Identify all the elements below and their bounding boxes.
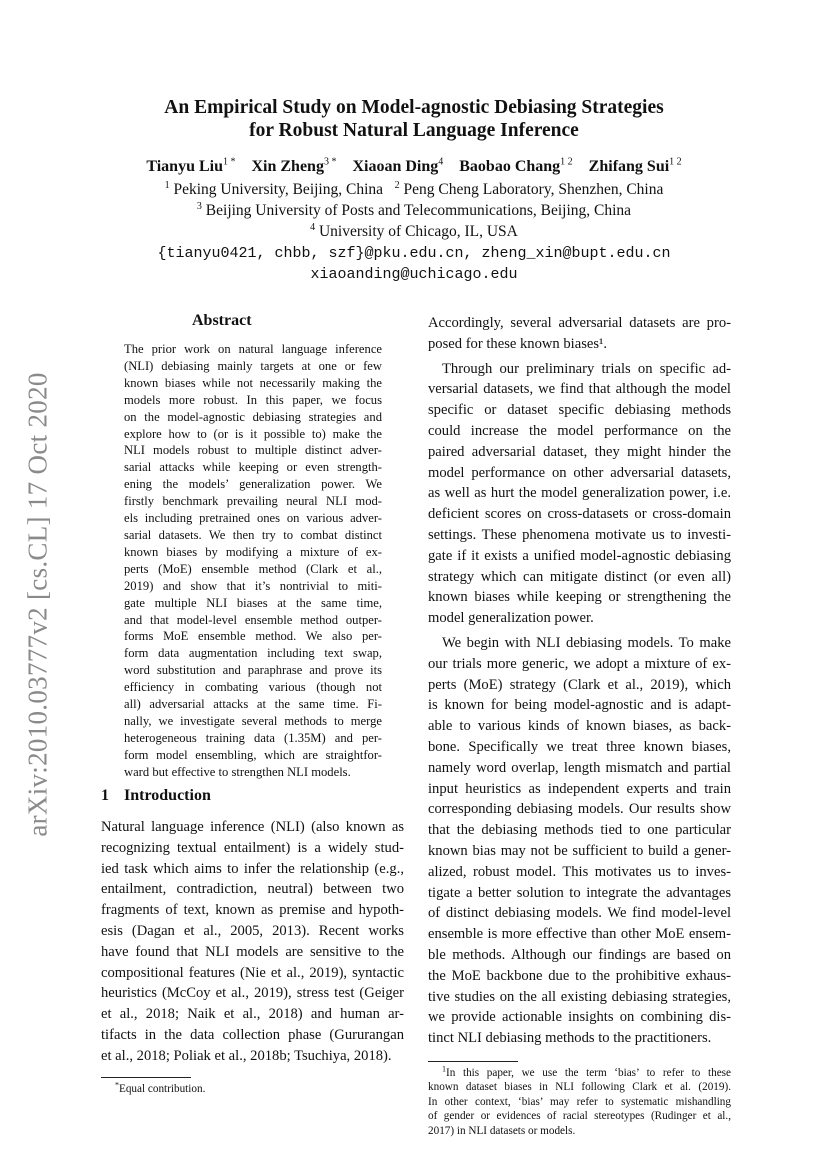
text-line: of distinct debiasing models. We find model-level [428, 905, 731, 922]
email-line[interactable]: xiaoanding@uchicago.edu [310, 266, 518, 283]
text-line: perts (MoE) ensemble method (Clark et al., [124, 561, 382, 576]
section-heading [101, 787, 211, 805]
author-sup: 1 * [222, 156, 236, 168]
text-line: tigate a better solution to integrate the advantages [428, 884, 731, 901]
affiliation-text: Peking University, Beijing, China [173, 181, 384, 198]
text-line: NLI models robust to multiple distinct adver- [124, 443, 382, 458]
text-line: entailment, contradiction, neutral) between two [101, 881, 404, 898]
text-line: forms MoE ensemble method. We also per- [124, 629, 382, 644]
text-line: strategy which can mitigate distinct (or even all) [428, 568, 731, 585]
text-line: Accordingly, several adversarial datasets are pro- [428, 315, 731, 331]
text-line: corresponding debiasing models. Our results show [428, 801, 731, 818]
text-line: (NLI) debiasing mainly targets at one or few [124, 358, 382, 373]
text-line: alized, robust model. This motivates us to inves- [428, 863, 731, 880]
text-line: versarial datasets, we find that although the model [428, 381, 731, 398]
affiliation-text: Beijing University of Posts and Telecommunications, Beijing, China [205, 202, 632, 219]
text-line: input heuristics as independent experts and train [428, 780, 731, 797]
text-line: we provide actionable insights on combining dis- [428, 1009, 731, 1026]
text-line: known biases by modifying a mixture of ex- [124, 544, 382, 559]
text-line: 2019) and show that it’s nontrivial to miti- [124, 578, 382, 593]
text-line: posed for these known biases¹. [428, 335, 608, 352]
left-column [101, 817, 404, 1096]
author-sup: 1 2 [669, 156, 682, 168]
text-line: sarial attacks while keeping or even strength- [124, 460, 382, 475]
arxiv-stamp [22, 363, 54, 846]
text-line: nally, we investigate several methods to merge [124, 713, 382, 728]
text-line: form model ensembling, which are straightfor- [124, 747, 382, 762]
text-line: Natural language inference (NLI) (also known as [101, 819, 404, 835]
text-line: gate if it exists a unified model-agnostic debiasing [428, 547, 731, 564]
text-line: tifacts in the data collection phase (Gururangan [101, 1026, 404, 1043]
affiliation-line [100, 179, 728, 200]
text-line: model performance on other adversarial datasets, [428, 464, 731, 481]
text-line: form data augmentation including text swap, [124, 646, 382, 661]
text-line: We begin with NLI debiasing models. To make [442, 634, 731, 651]
text-line: known biases while keeping or strengthening the [428, 589, 731, 606]
text-line: perts (MoE) strategy (Clark et al., 2019), which [428, 676, 731, 693]
text-line: fragments of text, known as premise and hypoth- [101, 902, 404, 919]
arxiv-stamp-text: arXiv:2010.03777v2 [cs.CL] 17 Oct 2020 [22, 372, 53, 837]
text-line: specific or dataset specific debiasing methods [428, 402, 731, 419]
text-line: settings. These phenomena motivate us to investi- [428, 526, 731, 543]
author-sup: 3 * [323, 156, 337, 168]
text-line: firstly benchmark prevailing neural NLI mod- [124, 494, 382, 509]
affiliation-sup: 4 [310, 221, 316, 233]
author-list [100, 158, 728, 176]
affiliation-text: University of Chicago, IL, USA [318, 223, 518, 240]
text-line: on the model-agnostic debiasing strategies and [124, 409, 382, 424]
text-line: et al., 2018; Naik et al., 2018) and human ar- [101, 1006, 404, 1023]
paragraph [428, 313, 731, 355]
paragraph [428, 359, 731, 629]
text-line: heterogeneous training data (1.35M) and per- [124, 730, 382, 745]
text-line: sarial datasets. We then try to combat distinct [124, 527, 382, 542]
title-line-1: An Empirical Study on Model-agnostic Debiasing Strategies [164, 97, 664, 118]
footnote-line: In other context, ‘bias’ may refer to systematic mishandling [428, 1095, 731, 1108]
text-line: tinct NLI debiasing methods to the practitioners. [428, 1030, 712, 1047]
author: Zhifang Sui [588, 158, 670, 175]
text-line: that the debiasing methods tied to one particular [428, 822, 731, 839]
footnote-text: Equal contribution. [119, 1082, 206, 1095]
text-line: and that model-level ensemble method outper- [124, 612, 382, 627]
text-line: known bias may not be sufficient to build a gener- [428, 842, 731, 859]
text-line: The prior work on natural language inference [124, 342, 382, 356]
text-line: could increase the model performance on the [428, 422, 731, 439]
affiliations [100, 179, 728, 285]
text-line: have found that NLI models are sensitive to the [101, 943, 404, 960]
text-line: model generalization power. [428, 610, 594, 627]
text-line: all) adversarial attacks at the same time. Fi- [124, 697, 382, 712]
text-line: our trials more generic, we adopt a mixture of ex- [428, 655, 731, 672]
intro-paragraph [101, 817, 404, 1067]
section-title: Introduction [124, 787, 211, 804]
text-line: is known for being model-agnostic and is adapt- [428, 697, 731, 714]
affiliation-sup: 1 [164, 179, 170, 191]
affiliation-sup: 2 [394, 179, 400, 191]
footnote-line: of gender or evidences of racial stereotypes (Rudinger et al., [428, 1110, 731, 1123]
text-line: namely word overlap, length mismatch and partial [428, 759, 731, 776]
text-line: et al., 2018; Poliak et al., 2018b; Tsuchiya, 2018). [101, 1047, 392, 1064]
paragraph [428, 633, 731, 1049]
footnote-rule [101, 1077, 191, 1078]
section-number: 1 [101, 787, 109, 804]
text-line: explore how to (or is it possible to) make the [124, 426, 382, 441]
text-line: models more robust. In this paper, we focus [124, 392, 382, 407]
author-sup: 1 2 [560, 156, 573, 168]
author: Baobao Chang [459, 158, 561, 175]
text-line: the MoE backbone due to the prohibitive exhaus- [428, 967, 731, 984]
text-line: able to various kinds of known biases, as back- [428, 718, 731, 735]
text-line: Through our preliminary trials on specific ad- [442, 360, 731, 377]
paper-title [100, 96, 728, 142]
text-line: recognizing textual entailment) is a widely stud- [101, 839, 404, 856]
affiliation-text: Peng Cheng Laboratory, Shenzhen, China [403, 181, 664, 198]
text-line: esis (Dagan et al., 2005, 2013). Recent works [101, 922, 404, 939]
author: Tianyu Liu [146, 158, 223, 175]
footnote-mark: 1 [442, 1064, 446, 1074]
abstract-body [124, 341, 382, 781]
text-line: ensemble is more effective than other MoE ensem- [428, 926, 731, 943]
author: Xin Zheng [251, 158, 324, 175]
footnote-line: 2017) in NLI datasets or models. [428, 1124, 576, 1137]
author-sup: 4 [438, 156, 444, 168]
right-column [428, 313, 731, 1138]
affiliation-line [100, 200, 728, 221]
affiliation-line [100, 221, 728, 242]
footnote-line: known dataset biases in NLI following Clark et al. (2019). [428, 1081, 731, 1094]
text-line: ward but effective to strengthen NLI models. [124, 764, 351, 779]
text-line: known biases while not necessarily making the [124, 375, 382, 390]
email-line[interactable]: {tianyu0421, chbb, szf}@pku.edu.cn, zheng_xin@bupt.edu.cn [157, 245, 671, 262]
text-line: ied task which aims to infer the relationship (e.g., [101, 860, 404, 877]
text-line: efficiency in combating various (though not [124, 680, 382, 695]
footnote-mark: * [115, 1079, 119, 1089]
text-line: paired adversarial dataset, they might hinder the [428, 443, 731, 460]
title-line-2: for Robust Natural Language Inference [249, 120, 579, 141]
text-line: word substitution and paraphrase and prove its [124, 663, 382, 678]
footnote-line: $^1$In this paper, we use the term ‘bias’ to refer to these [442, 1064, 731, 1079]
text-line: ening the models’ generalization power. We [124, 477, 382, 492]
abstract-heading: Abstract [192, 312, 252, 329]
text-line: deficient scores on cross-datasets or cross-domain [428, 506, 731, 523]
text-line: as well as hurt the model generalization power, i.e. [428, 485, 731, 502]
footnote [101, 1079, 404, 1097]
text-line: compositional features (Nie et al., 2019), syntactic [101, 964, 404, 981]
text-line: bone. Specifically we treat three known biases, [428, 738, 731, 755]
text-line: heuristics (McCoy et al., 2019), stress test (Geiger [101, 985, 404, 1002]
text-line: els including pretrained ones on various adver- [124, 511, 382, 526]
text-line: tive studies on the all existing debiasing strategies, [428, 988, 731, 1005]
affiliation-sup: 3 [196, 200, 202, 212]
footnote [428, 1066, 731, 1139]
text-line: ble methods. Although our findings are based on [428, 946, 731, 963]
footnote-rule [428, 1061, 518, 1062]
author: Xiaoan Ding [352, 158, 439, 175]
text-line: gate multiple NLI biases at the same time, [124, 595, 382, 610]
